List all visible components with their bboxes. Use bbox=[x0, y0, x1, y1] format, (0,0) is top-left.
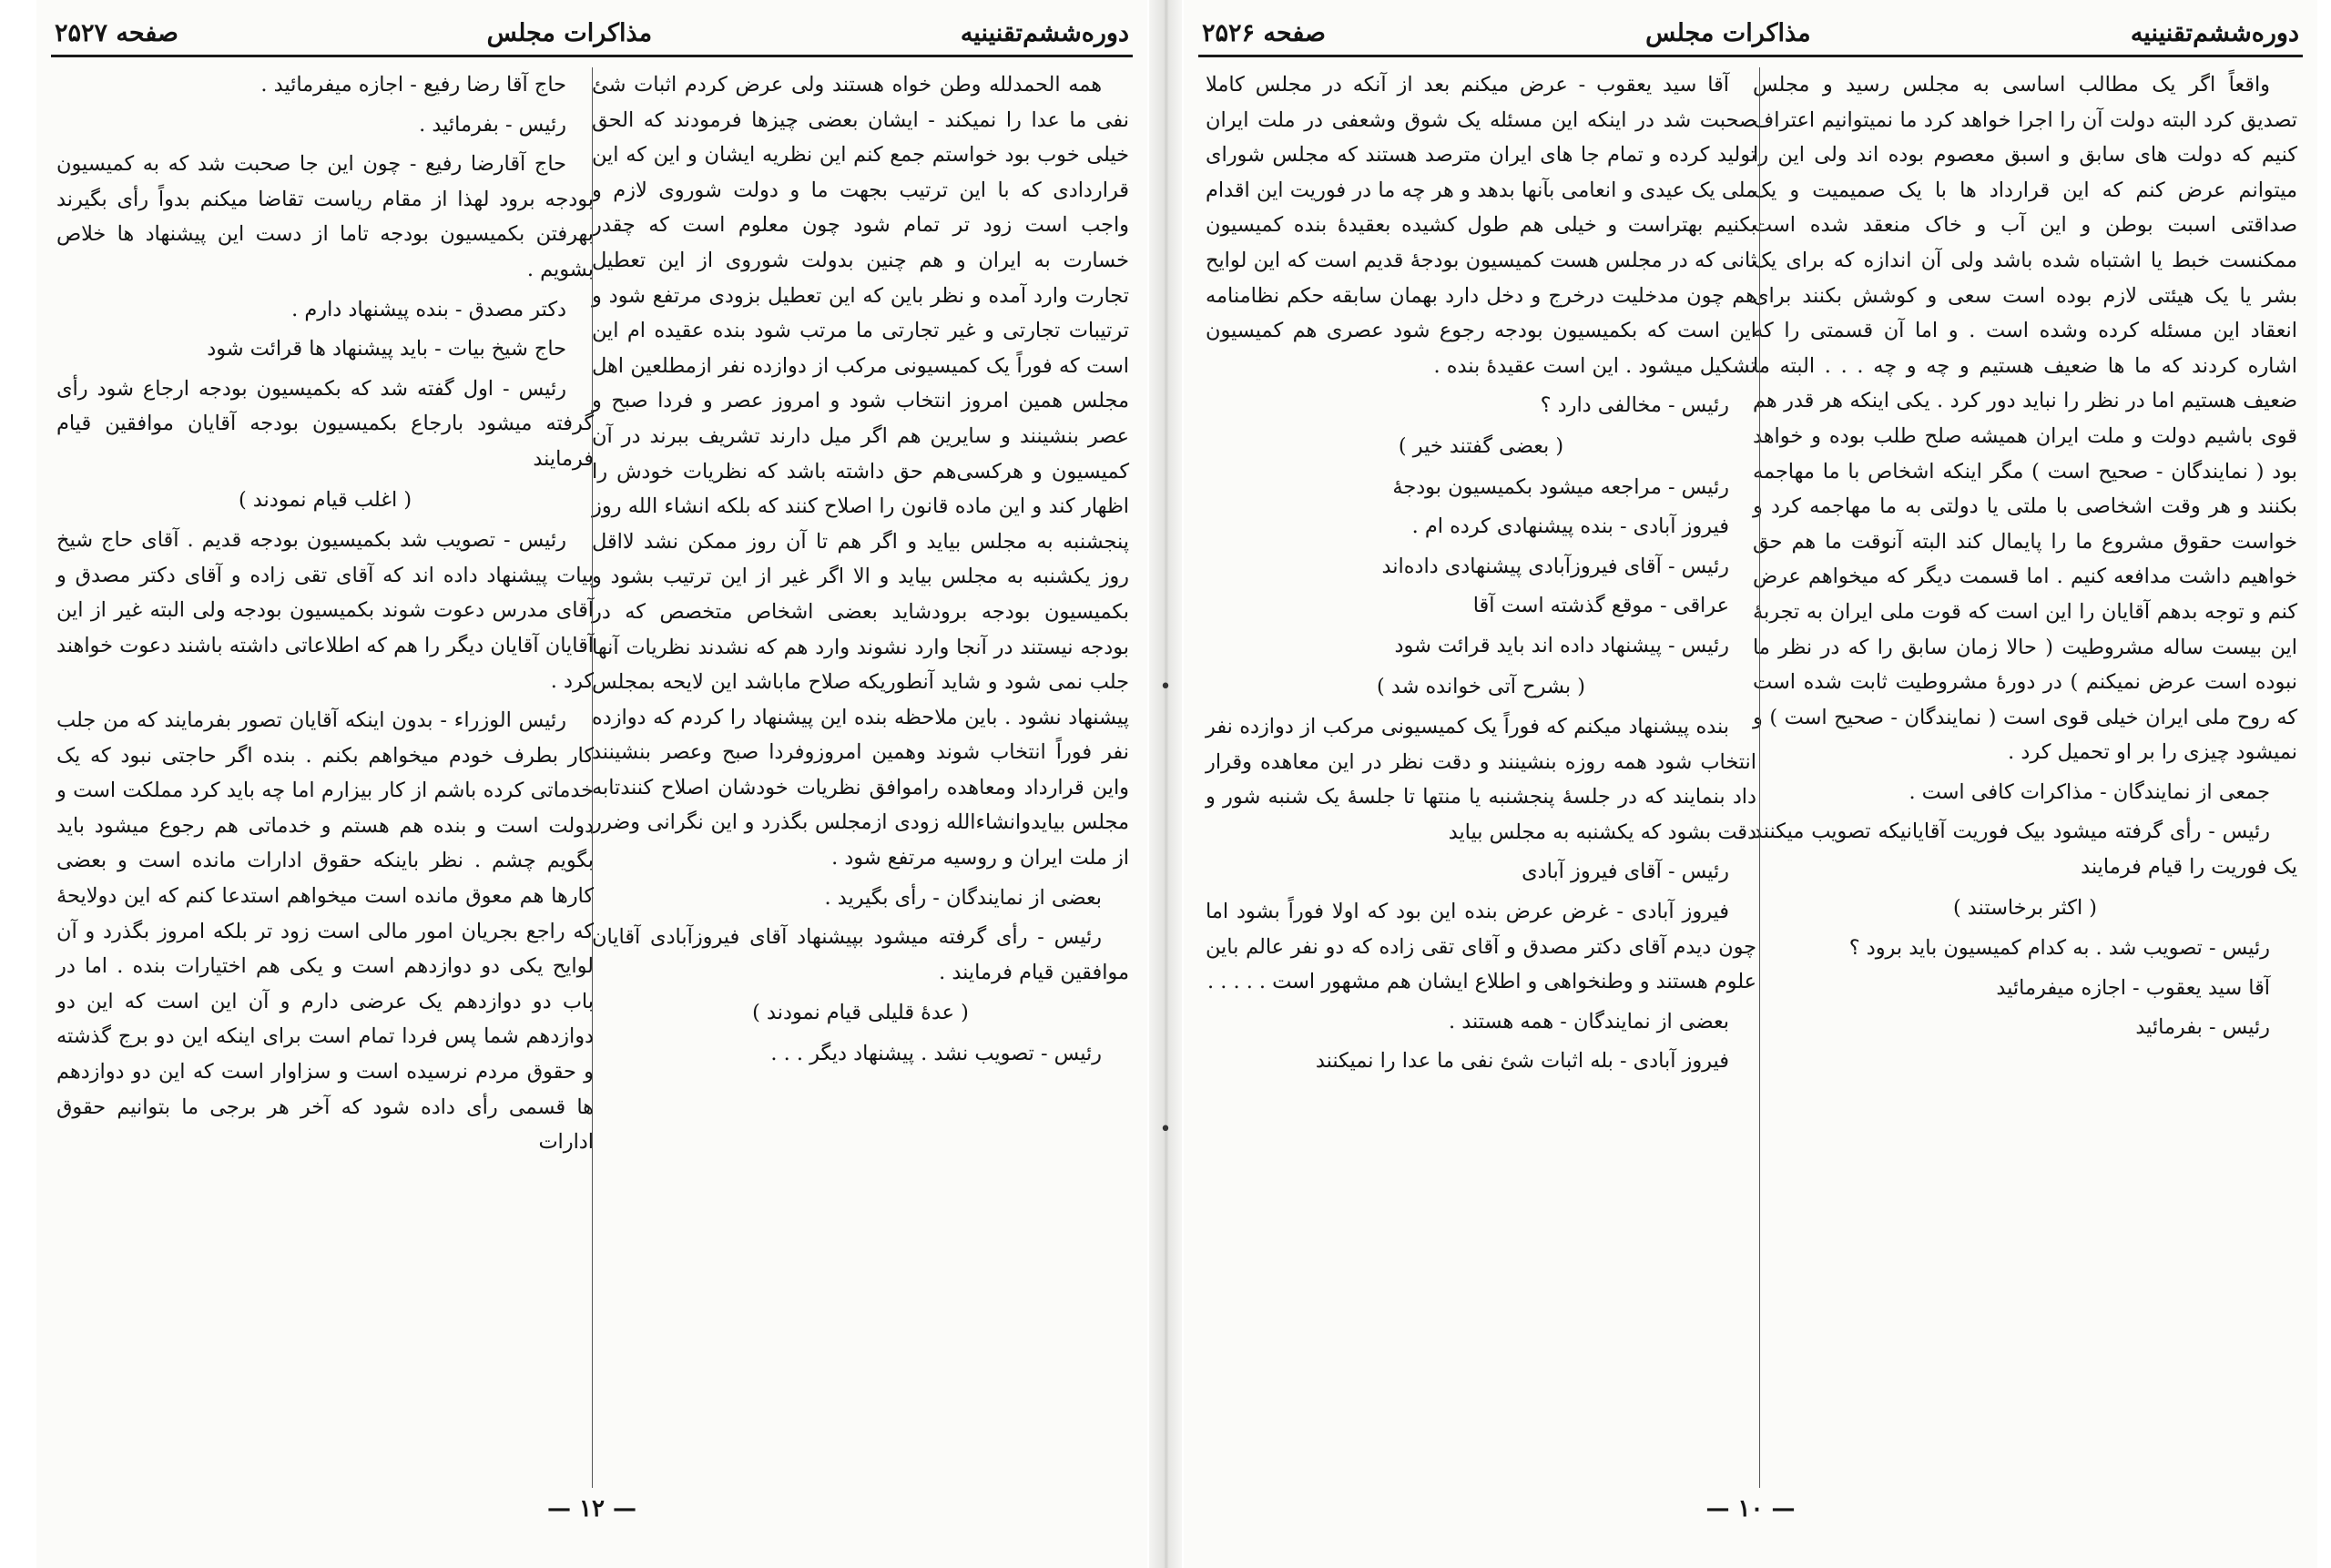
left-page-right-column bbox=[592, 67, 1129, 1433]
paragraph: بنده پیشنهاد میکنم که فوراً یک کمیسیونی مرکب از دوازده نفر انتخاب شود همه روزه بنشینند و دقت نظر در این معاهده وقرار داد بنمایند که در جلسهٔ پنجشنبه یا منتها تا جلسهٔ یک شنبه شور و دقت بشود که یکشنبه به مجلس بیاید bbox=[1206, 715, 1756, 844]
paragraph: بعضی از نمایندگان - رأی بگیرید . bbox=[824, 885, 1102, 910]
right-page-folio: — ۱۰ — bbox=[1705, 1495, 1796, 1522]
paragraph: رئیس - رأی گرفته میشود بپیشنهاد آقای فیروزآبادی آقایان موافقین قیام فرمایند . bbox=[592, 925, 1129, 984]
right-header-title: مذاکرات مجلس bbox=[1645, 18, 1811, 47]
left-page-folio: — ۱۲ — bbox=[546, 1495, 637, 1522]
right-page bbox=[1184, 0, 2317, 1568]
left-header-page-number: صفحه ۲۵۲۷ bbox=[55, 18, 178, 47]
paragraph: بعضی از نمایندگان - همه هستند . bbox=[1448, 1009, 1729, 1033]
parenthetical-note: ( بشرح آتی خوانده شد ) bbox=[1376, 674, 1586, 698]
paragraph: همه الحمدلله وطن خواه هستند ولی عرض کردم اثبات شئ نفی ما عدا را نمیکند - ایشان بعضی چیزها فرمودند که الحق خیلی خوب بود خواستم جمع کنم این نظریه ایشان و این که این قراردادی که با این ترتیب بجهت ما و دولت شوروی لازم و واجب است زود تر تمام شود چون معلوم است که چقدر خسارت به ایران و هم چنین بدولت شوروی از این تعطیل تجارت وارد آمده و نظر باین که این تعطیل بزودی مرتفع شود و ترتیبات تجارتی و غیر تجارتی ما مرتب شود بنده عقیده ام این است که فوراً یک کمیسیونی مرکب از دوازده نفر ازمطلعین اهل مجلس همین امروز انتخاب شود و امروز عصر و فردا صبح و عصر بنشینند و سایرین هم اگر میل دارند تشریف ببرند در آن کمیسیون و هرکسی‌هم حق داشته باشد که نظریات خودش را اظهار کند و این ماده قانون را اصلاح کنند که بلکه انشاء الله روز پنجشنبه به مجلس بیاید و اگر هم تا آن روز ممکن نشد لااقل روز یکشنبه به مجلس بیاید و الا اگر غیر از این ترتیب بشود و بکمیسیون بودجه برودشاید بعضی اشخاص متخصص که در بودجه نیستند در آنجا وارد نشوند وارد هم که نشدند نظریات آنها جلب نمی شود و شاید آنطوریکه صلاح ماباشد این لایحه بمجلس پیشنهاد نشود . باین ملاحظه بنده این پیشنهاد را کردم که دوازده نفر فوراً انتخاب شوند وهمین امروزوفردا صبح وعصر بنشینند واین قرارداد ومعاهده راموافق نظریات خودشان اصلاح کنندتابه مجلس بیایدوانشاءالله زودی ازمجلس بگذرد و این نگرانی وضرر از ملت ایران و روسیه مرتفع شود . bbox=[592, 73, 1129, 871]
paragraph: رئیس - تصویب شد . به کدام کمیسیون باید برود ؟ bbox=[1848, 936, 2270, 961]
parenthetical-note: ( بعضی گفتند خیر ) bbox=[1398, 433, 1564, 458]
paragraph: فیروز آبادی - غرض عرض بنده این بود که اولا فوراً بشود اما چون دیدم آقای دکتر مصدق و آقای تقی زاده که دو نفر عالم باین علوم هستند و وطنخواهی و اطلاع ایشان هم مشهور است . . . . . bbox=[1206, 900, 1756, 994]
paragraph: رئیس - پیشنهاد داده اند باید قرائت شود bbox=[1394, 633, 1729, 657]
gutter-mark-lower: • bbox=[1159, 1118, 1172, 1141]
paragraph: حاج آقا رضا رفیع - اجازه میفرمائید . bbox=[260, 73, 566, 97]
paragraph: دکتر مصدق - بنده پیشنهاد دارم . bbox=[291, 297, 566, 321]
paragraph: رئیس - آقای فیروز آبادی bbox=[1522, 860, 1729, 884]
left-header-rule bbox=[51, 55, 1133, 57]
right-header-period: دوره‌ششم‌تقنینیه bbox=[2130, 18, 2299, 47]
right-page-right-column bbox=[1753, 67, 2297, 1433]
left-page-left-column bbox=[56, 67, 594, 1433]
parenthetical-note: ( اکثر برخاستند ) bbox=[1952, 895, 2098, 920]
left-header-title: مذاکرات مجلس bbox=[486, 18, 653, 47]
paragraph: رئیس - مراجعه میشود بکمیسیون بودجهٔ bbox=[1392, 474, 1729, 499]
paragraph: عراقی - موقع گذشته است آقا bbox=[1472, 594, 1729, 618]
gutter-mark-upper: • bbox=[1159, 676, 1172, 698]
book-gutter bbox=[1149, 0, 1182, 1568]
right-header-rule bbox=[1198, 55, 2303, 57]
paragraph: آقا سید یعقوب - اجازه میفرمائید bbox=[1996, 975, 2270, 1000]
paragraph: حاج آقارضا رفیع - چون این جا صحبت شد که به کمیسیون بودجه برود لهذا از مقام ریاست تقاضا میکنم بدواً رأی بگیرند بهرفتن بکمیسیون بودجه تاما از دست این پیشنهاد ها خلاص بشویم . bbox=[56, 152, 594, 281]
right-page-header bbox=[1202, 13, 2299, 53]
paragraph: رئیس - تصویب شد بکمیسیون بودجه قدیم . آقای حاج شیخ بیات پیشنهاد داده اند که آقای تقی زاده و آقای دکتر مصدق و آقای مدرس دعوت شوند بکمیسیون بودجه ولی البته غیر از این آقایان آقایان دیگر را هم که اطلاعاتی داشته باشند دعوت خواهند کرد . bbox=[56, 528, 594, 693]
paragraph: رئیس الوزراء - بدون اینکه آقایان تصور بفرمایند که من جلب کار بطرف خودم میخواهم بکنم . بنده اگر حاجتی نبود که یک خدماتی کرده باشم از کار بیزارم اما چه باید کرد مملکت است و دولت است و بنده هم هستم و خدماتی هم رجوع میشود باید بگویم چشم . نظر باینکه حقوق ادارات مانده است و بعضی کارها هم معوق مانده است میخواهم استدعا کنم که این دولایحهٔ که راجع بجریان امور مالی است زود تر بلکه امروز بگذرد و آن لوایح یکی دو دوازدهم است و یکی هم اختیارات بنده . اما در باب دو دوازدهم یک عرضی دارم و آن این است که این دو دوازدهم شما پس فردا تمام است برای اینکه این دو برج گذشته و حقوق مردم نرسیده است و سزاوار است که این دو دوازدهم ها قسمی رأی داده شود که آخر هر برجی ما بتوانیم حقوق ادارات bbox=[56, 708, 594, 1155]
paragraph: رئیس - مخالفی دارد ؟ bbox=[1540, 393, 1729, 418]
paragraph: رئیس - رأی گرفته میشود بیک فوریت آقایانیکه تصویب میکنند یک فوریت را قیام فرمایند bbox=[1753, 820, 2297, 880]
right-header-page-number: صفحه ۲۵۲۶ bbox=[1202, 18, 1326, 47]
paragraph: فیروز آبادی - بنده پیشنهادی کرده ام . bbox=[1411, 514, 1729, 539]
paragraph: واقعاً اگر یک مطالب اساسی به مجلس رسید و مجلس تصدیق کرد البته دولت آن را اجرا خواهد کرد ما نمیتوانیم اعتراف کنیم که دولت های سابق و اسبق معصوم بوده اند ولی این را میتوانم عرض کنم که این قرارداد ها با یک صمیمیت و یک صداقتی اسبت بوطن و این آب و خاک منعقد شده است ممکنست خبط یا اشتباه شده باشد ولی آن اندازه که برای یک بشر یا یک هیئتی لازم بوده است سعی و کوشش بکنند برای انعقاد این مسئله کرده وشده است . و اما آن قسمتی را که اشاره کردند که ما ها ضعیف هستیم و چه و چه . . . البته ما ضعیف هستیم اما در نظر را نباید دور کرد . یکی اینکه هر قدر هم قوی باشیم دولت و ملت ایران همیشه صلح طلب بوده و خواهد بود ( نمایندگان - صحیح است ) مگر اینکه اشخاص با ما مهاجمه بکنند و هر وقت اشخاصی با ملتی یا دولتی به ما مهاجمه کرد و خواست حقوق مشروع ما را پایمال کند البته آنوقت ما هم حق خواهیم داشت مدافعه کنیم . اما قسمت دیگر که میخواهم عرض کنم و توجه بدهم آقایان را این است که قوت ملی ایران به تجربهٔ این بیست ساله مشروطیت ( حالا زمان سابق را که در نظر ما نبوده است عرض نمیکنم ) در دورهٔ مشروطیت ثابت شده است که روح ملی ایران خیلی قوی است ( نمایندگان - صحیح است ) و نمیشود چیزی را بر او تحمیل کرد . bbox=[1753, 73, 2297, 765]
left-header-period: دوره‌ششم‌تقنینیه bbox=[960, 18, 1129, 47]
paragraph: رئیس - اول گفته شد که بکمیسیون بودجه ارجاع شود رأی گرفته میشود بارجاع بکمیسیون بودجه آقایان موافقین قیام فرمایند bbox=[56, 376, 594, 471]
left-page-header bbox=[55, 13, 1129, 53]
parenthetical-note: ( عدهٔ قلیلی قیام نمودند ) bbox=[752, 1001, 969, 1025]
paragraph: آقا سید یعقوب - عرض میکنم بعد از آنکه در مجلس کاملا صحبت شد در اینکه این مسئله یک شوق وشعفی در ملت ایران تولید کرده و تمام جا های ایران مترصد هستند که مجلس شورای ملی یک عیدی و انعامی بآنها بدهد و هر چه ما در فوریت این اقدام بکنیم بهتراست و خیلی هم طول کشیده بعقیدهٔ بنده کمیسیون ثانی که در مجلس هست کمیسیون بودجهٔ قدیم است که این لوایح هم چون مدخلیت درخرج و دخل دارد بهمان سابقه حکم نظامنامه این است که بکمیسیون بودجه رجوع شود عصری هم کمیسیون تشکیل میشود . این است عقیدهٔ بنده . bbox=[1206, 73, 1756, 378]
left-page bbox=[36, 0, 1147, 1568]
paragraph: فیروز آبادی - بله اثبات شئ نفی ما عدا را نمیکنند bbox=[1315, 1049, 1729, 1074]
paragraph: رئیس - بفرمائید bbox=[2135, 1015, 2270, 1040]
paragraph: رئیس - آقای فیروزآبادی پیشنهادی داده‌اند bbox=[1381, 554, 1729, 578]
paragraph: حاج شیخ بیات - باید پیشنهاد ها قرائت شود bbox=[207, 337, 566, 361]
paragraph: جمعی از نمایندگان - مذاکرات کافی است . bbox=[1909, 779, 2270, 804]
paragraph: رئیس - بفرمائید . bbox=[419, 112, 566, 137]
paragraph: رئیس - تصویب نشد . پیشنهاد دیگر . . . bbox=[770, 1042, 1102, 1066]
parenthetical-note: ( اغلب قیام نمودند ) bbox=[238, 487, 412, 512]
right-column-divider bbox=[1759, 67, 1760, 1488]
right-page-left-column bbox=[1206, 67, 1756, 1433]
